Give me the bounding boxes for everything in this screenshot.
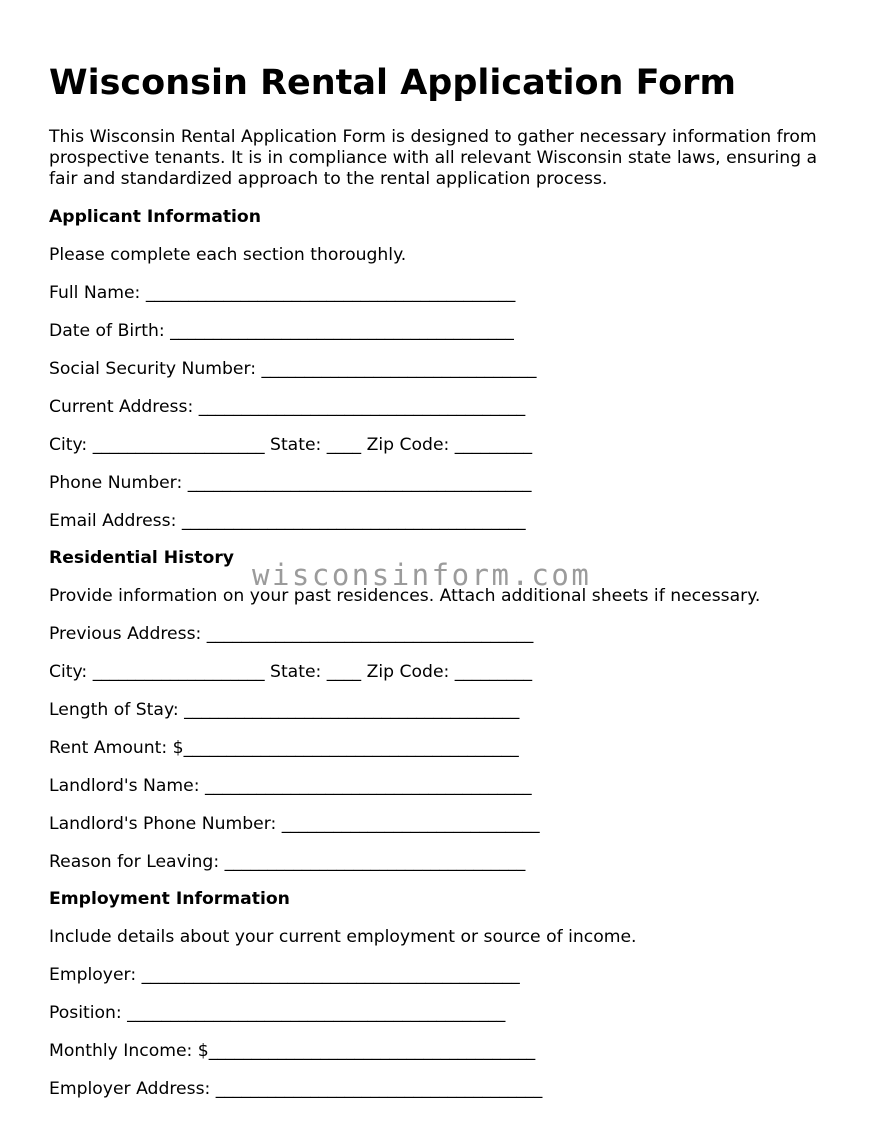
date-of-birth-field[interactable]: Date of Birth: ________________________________________ (49, 321, 514, 341)
phone-number-field[interactable]: Phone Number: ________________________________________ (49, 473, 532, 493)
current-address-field[interactable]: Current Address: ______________________________________ (49, 397, 526, 417)
monthly-income-field[interactable]: Monthly Income: $______________________________________ (49, 1041, 536, 1061)
full-name-field[interactable]: Full Name: ___________________________________________ (49, 283, 516, 303)
previous-city-state-zip-field[interactable]: City: ____________________ State: ____ Zip Code: _________ (49, 662, 533, 682)
city-state-zip-field[interactable]: City: ____________________ State: ____ Zip Code: _________ (49, 435, 533, 455)
landlord-phone-field[interactable]: Landlord's Phone Number: ______________________________ (49, 814, 540, 834)
reason-for-leaving-field[interactable]: Reason for Leaving: ___________________________________ (49, 852, 526, 872)
page-title: Wisconsin Rental Application Form (49, 63, 736, 103)
section-heading-applicant: Applicant Information (49, 207, 261, 227)
watermark: wisconsinform.com (252, 558, 592, 592)
employer-field[interactable]: Employer: ____________________________________________ (49, 965, 520, 985)
previous-address-field[interactable]: Previous Address: ______________________________________ (49, 624, 534, 644)
rent-amount-field[interactable]: Rent Amount: $_______________________________________ (49, 738, 519, 758)
employment-instruction: Include details about your current employment or source of income. (49, 927, 637, 947)
position-field[interactable]: Position: ____________________________________________ (49, 1003, 506, 1023)
email-address-field[interactable]: Email Address: ________________________________________ (49, 511, 526, 531)
section-heading-employment: Employment Information (49, 889, 290, 909)
landlord-name-field[interactable]: Landlord's Name: ______________________________________ (49, 776, 532, 796)
residential-instruction: Provide information on your past residences. Attach additional sheets if necessary. (49, 586, 761, 606)
intro-paragraph: This Wisconsin Rental Application Form is designed to gather necessary information from prospective tenants. It is in compliance with all relevant Wisconsin state laws, ensuring a fair and standardized approach to the rental application process. (49, 127, 818, 189)
section-heading-residential: Residential History (49, 548, 235, 568)
length-of-stay-field[interactable]: Length of Stay: _______________________________________ (49, 700, 520, 720)
applicant-instruction: Please complete each section thoroughly. (49, 245, 407, 265)
ssn-field[interactable]: Social Security Number: ________________________________ (49, 359, 537, 379)
employer-address-field[interactable]: Employer Address: ______________________________________ (49, 1079, 543, 1099)
